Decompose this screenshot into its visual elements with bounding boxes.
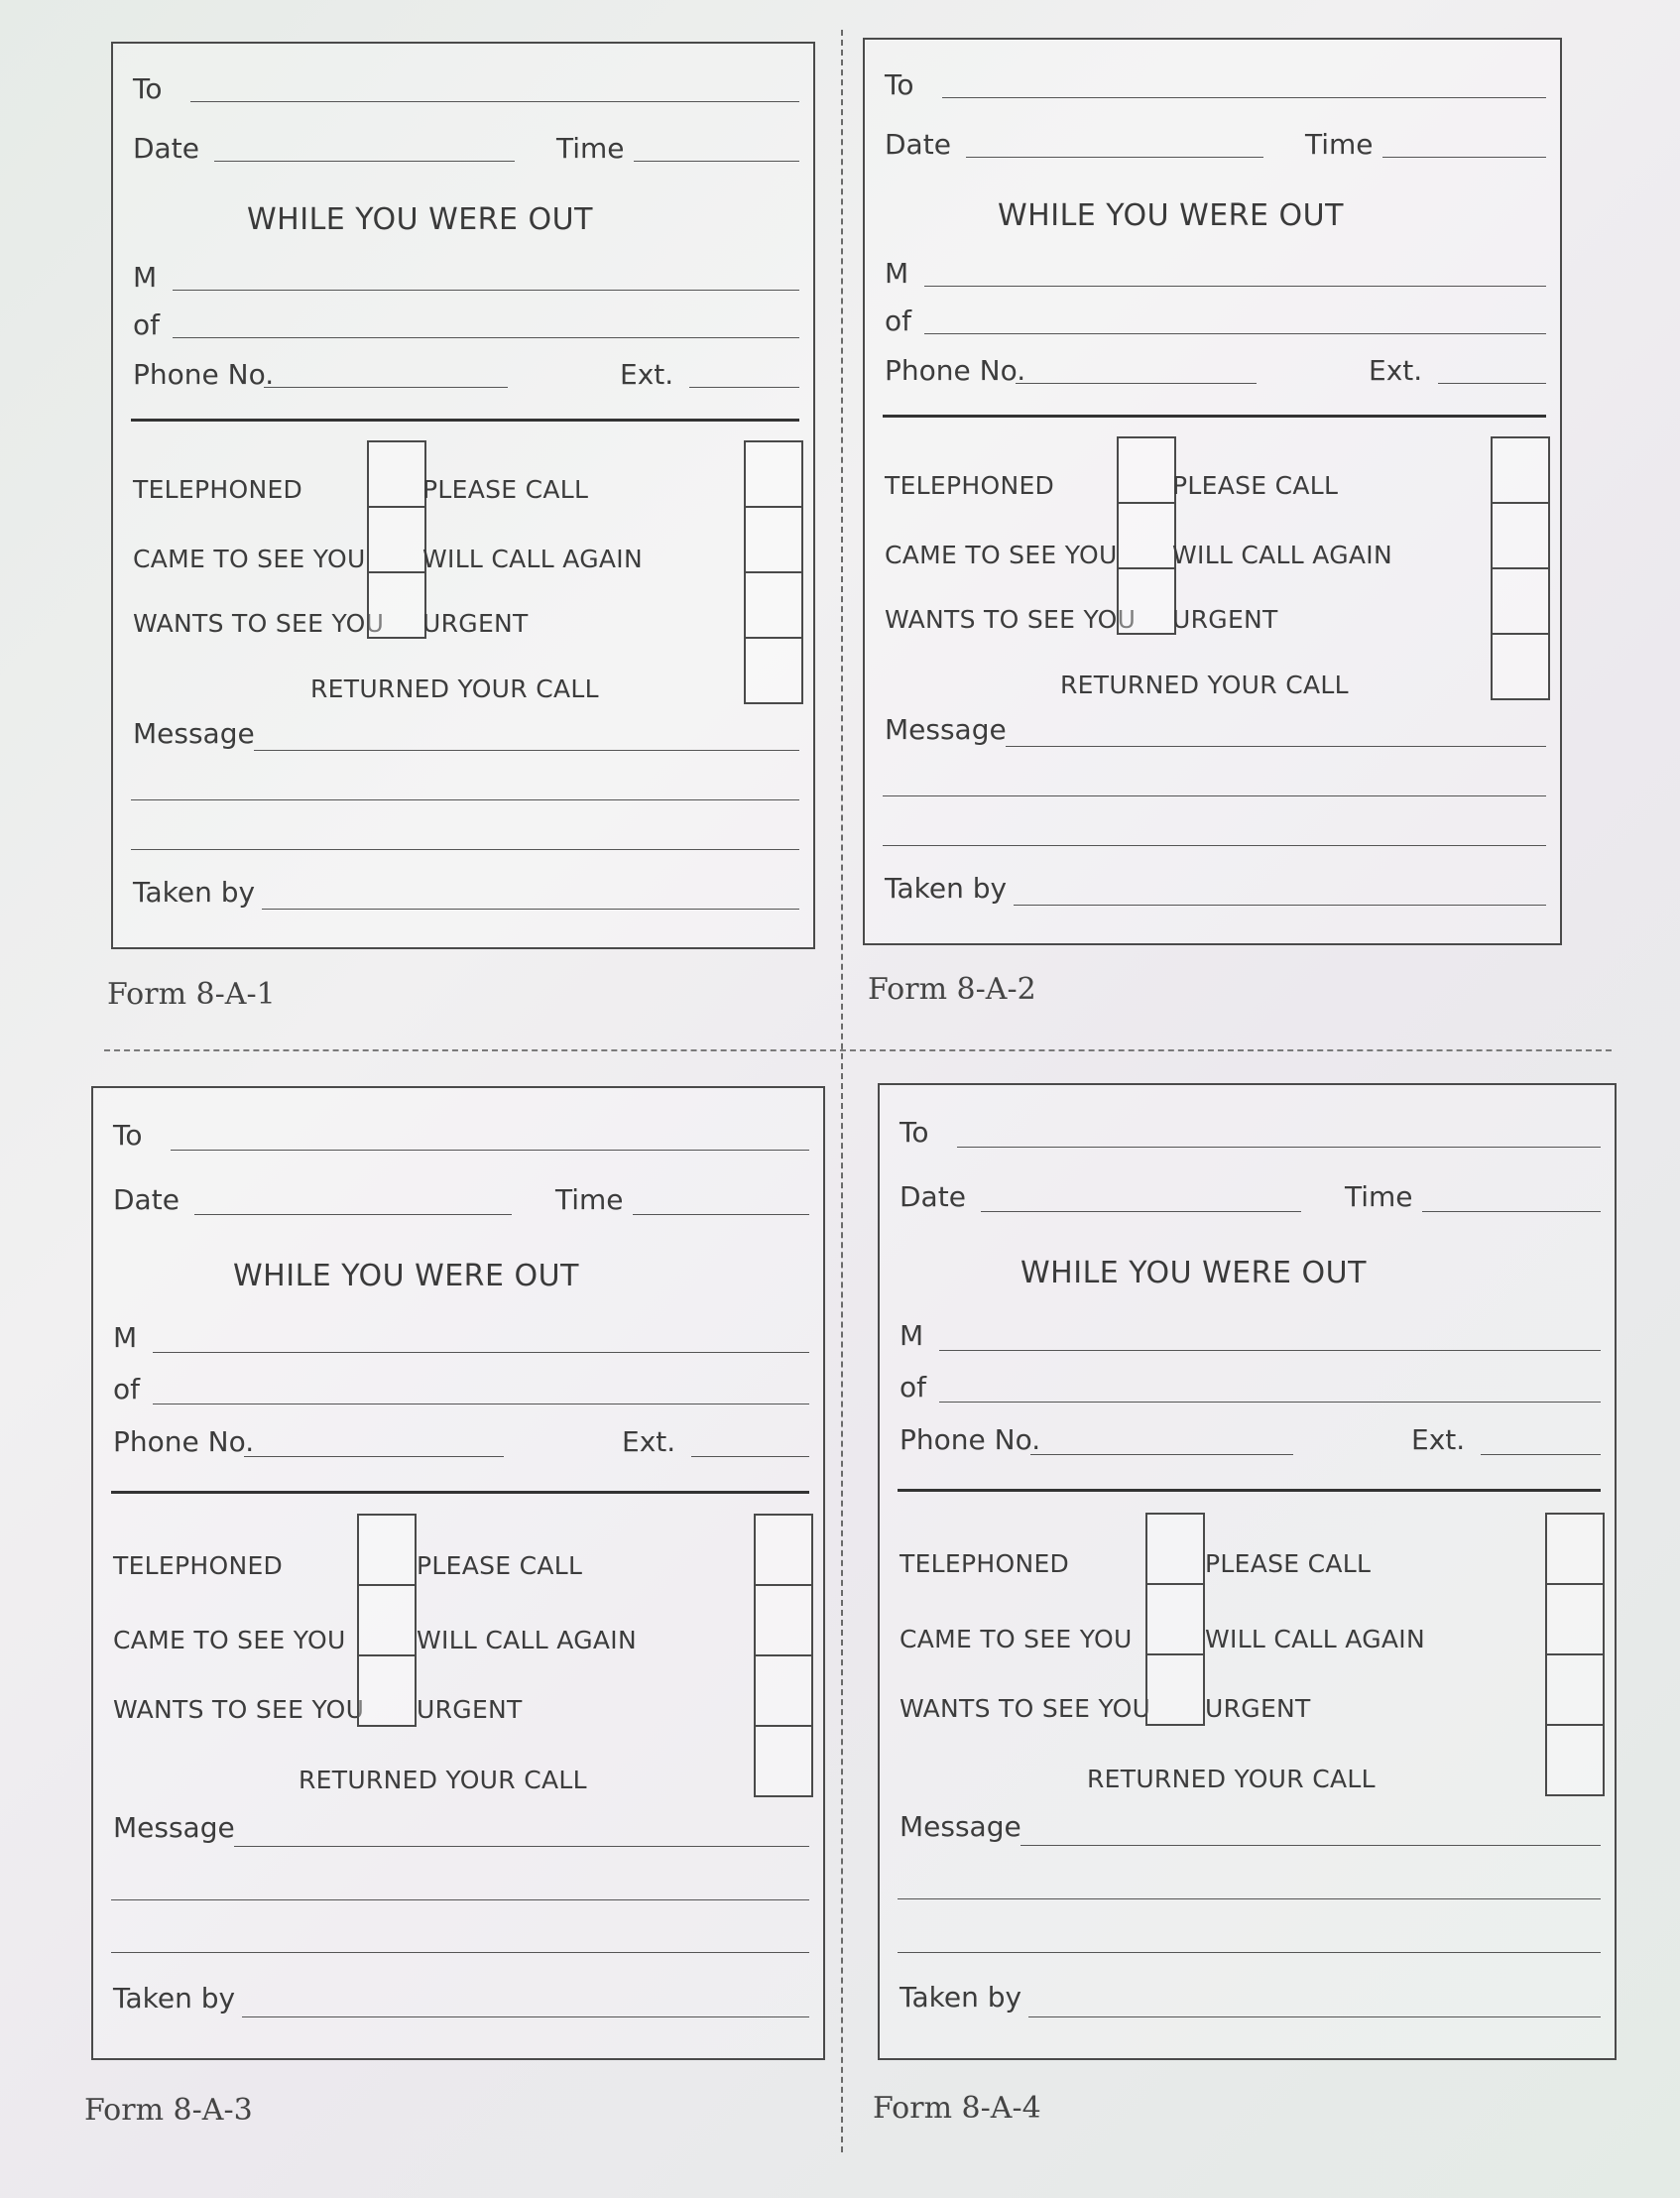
date-label: Date: [133, 132, 199, 165]
phone-number-field[interactable]: [244, 1456, 504, 1457]
taken-by-label: Taken by: [885, 872, 1008, 905]
came-to-see-you-checkbox[interactable]: [367, 506, 426, 573]
please-call-label: PLEASE CALL: [1205, 1549, 1372, 1578]
wants-to-see-you-label: WANTS TO SEE YOU: [900, 1694, 1151, 1723]
time-field[interactable]: [1382, 157, 1546, 158]
please-call-label: PLEASE CALL: [417, 1551, 583, 1580]
came-to-see-you-label: CAME TO SEE YOU: [113, 1626, 346, 1654]
of-label: of: [113, 1373, 140, 1405]
phone-message-form: [863, 38, 1562, 945]
while-you-were-out-heading: WHILE YOU WERE OUT: [247, 202, 593, 237]
to-field[interactable]: [957, 1147, 1601, 1148]
message-line-3[interactable]: [111, 1952, 809, 1953]
message-line-1[interactable]: [1020, 1845, 1601, 1846]
ext-label: Ext.: [1369, 354, 1423, 387]
while-you-were-out-heading: WHILE YOU WERE OUT: [998, 198, 1344, 233]
form-caption: Form 8-A-3: [84, 2093, 253, 2128]
telephoned-label: TELEPHONED: [900, 1549, 1070, 1578]
telephoned-label: TELEPHONED: [885, 471, 1055, 500]
date-label: Date: [113, 1183, 180, 1216]
ext-field[interactable]: [691, 1456, 809, 1457]
of-label: of: [133, 308, 160, 341]
will-call-again-label: WILL CALL AGAIN: [1172, 541, 1392, 569]
will-call-again-label: WILL CALL AGAIN: [422, 545, 643, 573]
returned-your-call-checkbox[interactable]: [754, 1725, 813, 1797]
urgent-checkbox[interactable]: [1491, 567, 1550, 635]
message-line-3[interactable]: [883, 845, 1546, 846]
wants-to-see-you-checkbox[interactable]: [367, 571, 426, 639]
came-to-see-you-checkbox[interactable]: [1145, 1583, 1205, 1655]
please-call-checkbox[interactable]: [1491, 436, 1550, 504]
urgent-label: URGENT: [1172, 605, 1278, 634]
phone-no-label: Phone No.: [885, 354, 1026, 387]
form-caption: Form 8-A-2: [868, 972, 1036, 1007]
will-call-again-label: WILL CALL AGAIN: [1205, 1625, 1425, 1653]
returned-your-call-checkbox[interactable]: [1545, 1724, 1605, 1796]
please-call-label: PLEASE CALL: [422, 475, 589, 504]
please-call-checkbox[interactable]: [1545, 1513, 1605, 1585]
message-line-1[interactable]: [234, 1846, 809, 1847]
company-field[interactable]: [924, 333, 1546, 334]
urgent-label: URGENT: [1205, 1694, 1311, 1723]
message-label: Message: [885, 713, 1007, 746]
divider: [131, 419, 799, 422]
while-you-were-out-heading: WHILE YOU WERE OUT: [1020, 1256, 1367, 1290]
date-field[interactable]: [981, 1211, 1301, 1212]
will-call-again-checkbox[interactable]: [754, 1584, 813, 1656]
wants-to-see-you-checkbox[interactable]: [1145, 1653, 1205, 1726]
will-call-again-label: WILL CALL AGAIN: [417, 1626, 637, 1654]
date-field[interactable]: [966, 157, 1263, 158]
wants-to-see-you-label: WANTS TO SEE YOU: [113, 1695, 365, 1724]
urgent-label: URGENT: [417, 1695, 523, 1724]
time-label: Time: [555, 1183, 624, 1216]
message-label: Message: [900, 1810, 1021, 1843]
while-you-were-out-heading: WHILE YOU WERE OUT: [233, 1259, 579, 1293]
message-line-2[interactable]: [883, 795, 1546, 796]
m-label: M: [133, 261, 158, 294]
returned-your-call-label: RETURNED YOUR CALL: [299, 1766, 587, 1794]
phone-no-label: Phone No.: [113, 1425, 255, 1458]
returned-your-call-checkbox[interactable]: [744, 637, 803, 704]
message-line-2[interactable]: [111, 1899, 809, 1900]
caller-name-field[interactable]: [924, 286, 1546, 287]
to-field[interactable]: [942, 97, 1546, 98]
returned-your-call-label: RETURNED YOUR CALL: [1087, 1765, 1376, 1793]
time-field[interactable]: [634, 161, 799, 162]
m-label: M: [113, 1321, 138, 1354]
ext-label: Ext.: [622, 1425, 676, 1458]
of-label: of: [885, 305, 911, 337]
phone-message-form: [91, 1086, 825, 2060]
taken-by-field[interactable]: [242, 2016, 809, 2017]
came-to-see-you-checkbox[interactable]: [357, 1584, 417, 1656]
urgent-checkbox[interactable]: [754, 1654, 813, 1727]
time-label: Time: [1345, 1180, 1413, 1213]
returned-your-call-label: RETURNED YOUR CALL: [1060, 671, 1349, 699]
time-label: Time: [556, 132, 625, 165]
message-label: Message: [113, 1811, 235, 1844]
to-label: To: [885, 68, 914, 101]
phone-message-form: [878, 1083, 1617, 2060]
horizontal-cut-line: [104, 1049, 1612, 1051]
time-field[interactable]: [633, 1214, 809, 1215]
telephoned-checkbox[interactable]: [367, 440, 426, 508]
company-field[interactable]: [939, 1402, 1601, 1403]
urgent-checkbox[interactable]: [744, 571, 803, 639]
to-label: To: [900, 1116, 929, 1149]
will-call-again-checkbox[interactable]: [1545, 1583, 1605, 1655]
time-label: Time: [1305, 128, 1374, 161]
ext-label: Ext.: [1411, 1423, 1466, 1456]
telephoned-checkbox[interactable]: [357, 1514, 417, 1586]
form-caption: Form 8-A-4: [873, 2091, 1041, 2126]
company-field[interactable]: [173, 337, 799, 338]
to-label: To: [133, 72, 163, 105]
divider: [898, 1489, 1601, 1492]
please-call-label: PLEASE CALL: [1172, 471, 1339, 500]
taken-by-label: Taken by: [113, 1982, 236, 2015]
date-label: Date: [885, 128, 951, 161]
returned-your-call-label: RETURNED YOUR CALL: [310, 674, 599, 703]
to-label: To: [113, 1119, 143, 1152]
taken-by-field[interactable]: [1014, 905, 1546, 906]
phone-number-field[interactable]: [1016, 383, 1257, 384]
telephoned-checkbox[interactable]: [1117, 436, 1176, 504]
wants-to-see-you-checkbox[interactable]: [357, 1654, 417, 1727]
form-caption: Form 8-A-1: [107, 977, 276, 1012]
wants-to-see-you-label: WANTS TO SEE YOU: [885, 605, 1137, 634]
wants-to-see-you-label: WANTS TO SEE YOU: [133, 609, 385, 638]
message-line-1[interactable]: [254, 750, 799, 751]
caller-name-field[interactable]: [153, 1352, 809, 1353]
please-call-checkbox[interactable]: [744, 440, 803, 508]
ext-field[interactable]: [1438, 383, 1546, 384]
message-line-2[interactable]: [131, 799, 799, 800]
urgent-label: URGENT: [422, 609, 529, 638]
taken-by-field[interactable]: [262, 909, 799, 910]
ext-field[interactable]: [689, 387, 799, 388]
message-line-2[interactable]: [898, 1898, 1601, 1899]
came-to-see-you-label: CAME TO SEE YOU: [885, 541, 1118, 569]
divider: [111, 1491, 809, 1494]
wants-to-see-you-checkbox[interactable]: [1117, 567, 1176, 635]
message-line-3[interactable]: [898, 1952, 1601, 1953]
m-label: M: [900, 1319, 924, 1352]
telephoned-label: TELEPHONED: [113, 1551, 284, 1580]
phone-message-form: [111, 42, 815, 949]
message-label: Message: [133, 717, 255, 750]
message-line-1[interactable]: [1006, 746, 1546, 747]
vertical-cut-line: [841, 30, 843, 2152]
caller-name-field[interactable]: [939, 1350, 1601, 1351]
to-field[interactable]: [190, 101, 799, 102]
taken-by-label: Taken by: [133, 876, 256, 909]
of-label: of: [900, 1371, 926, 1404]
urgent-checkbox[interactable]: [1545, 1653, 1605, 1726]
divider: [883, 415, 1546, 418]
time-field[interactable]: [1422, 1211, 1601, 1212]
taken-by-field[interactable]: [1028, 2016, 1601, 2017]
taken-by-label: Taken by: [900, 1981, 1022, 2014]
phone-no-label: Phone No.: [133, 358, 275, 391]
telephoned-checkbox[interactable]: [1145, 1513, 1205, 1585]
caller-name-field[interactable]: [173, 290, 799, 291]
date-field[interactable]: [214, 161, 515, 162]
message-line-3[interactable]: [131, 849, 799, 850]
please-call-checkbox[interactable]: [754, 1514, 813, 1586]
telephoned-label: TELEPHONED: [133, 475, 303, 504]
m-label: M: [885, 257, 909, 290]
ext-field[interactable]: [1481, 1454, 1601, 1455]
to-field[interactable]: [171, 1150, 809, 1151]
phone-number-field[interactable]: [1030, 1454, 1293, 1455]
will-call-again-checkbox[interactable]: [1491, 502, 1550, 569]
date-field[interactable]: [194, 1214, 512, 1215]
date-label: Date: [900, 1180, 966, 1213]
phone-no-label: Phone No.: [900, 1423, 1041, 1456]
ext-label: Ext.: [620, 358, 674, 391]
phone-number-field[interactable]: [264, 387, 508, 388]
returned-your-call-checkbox[interactable]: [1491, 633, 1550, 700]
came-to-see-you-checkbox[interactable]: [1117, 502, 1176, 569]
came-to-see-you-label: CAME TO SEE YOU: [900, 1625, 1133, 1653]
came-to-see-you-label: CAME TO SEE YOU: [133, 545, 366, 573]
will-call-again-checkbox[interactable]: [744, 506, 803, 573]
